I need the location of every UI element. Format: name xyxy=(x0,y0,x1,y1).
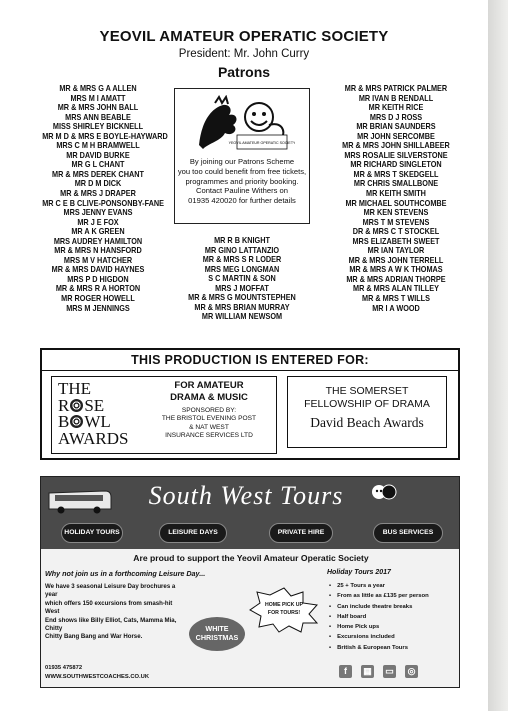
patron-name: S C MARTIN & SON xyxy=(208,274,276,284)
rose-bowl-details xyxy=(144,380,274,441)
patrons-middle-column xyxy=(180,236,304,322)
patron-name: MRS P D HIGDON xyxy=(67,274,129,284)
patron-name: MR D M DICK xyxy=(74,179,122,189)
holiday-item: • From as little as £135 per person xyxy=(329,591,459,601)
patron-name: MR G L CHANT xyxy=(71,160,125,170)
patron-name: MRS ROSALIE SILVERSTONE xyxy=(344,150,448,160)
white-christmas-graphic xyxy=(189,617,245,651)
sponsor-line: & NAT WEST xyxy=(189,423,229,431)
production-awards-box xyxy=(40,348,460,460)
description-line: which offers 150 excursions from smash-hit West xyxy=(45,599,173,616)
scheme-line: programmes and priority booking. xyxy=(185,176,299,186)
patron-name: MR R B KNIGHT xyxy=(214,236,270,245)
patron-name: MR & MRS J DRAPER xyxy=(60,189,136,199)
patron-name: DR & MRS C T STOCKEL xyxy=(352,227,440,237)
patron-name: MR & MRS T WILLS xyxy=(362,294,430,304)
holiday-item: • Excursions included xyxy=(329,632,459,642)
patron-name: MR & MRS ADRIAN THORPE xyxy=(346,274,446,284)
patrons-left-column xyxy=(36,84,168,313)
patron-name: MRS J MOFFAT xyxy=(215,283,269,293)
coach-app-icon[interactable]: ▭ xyxy=(383,665,396,678)
tour-pill-button[interactable]: HOLIDAY TOURS xyxy=(61,523,123,543)
patron-name: MR RICHARD SINGLETON xyxy=(350,160,442,170)
tour-pill-button[interactable]: PRIVATE HIRE xyxy=(269,523,333,543)
scheme-line: By joining our Patrons Scheme xyxy=(189,157,295,166)
rose-icon xyxy=(70,399,83,412)
patron-name: MR & MRS G A ALLEN xyxy=(59,84,137,93)
sponsor-line: SPONSORED BY: xyxy=(181,407,237,414)
leisure-day-prompt: Why not join us in a forthcoming Leisure Day... xyxy=(45,569,206,578)
patron-name: MR DAVID BURKE xyxy=(66,150,130,160)
society-crest-logo xyxy=(189,95,295,153)
scheme-line: 01935 420020 for further details xyxy=(188,196,296,206)
patron-name: MR KEITH RICE xyxy=(368,103,424,113)
patron-name: MR JOHN SERCOMBE xyxy=(357,131,435,141)
rose-logo-letter: R xyxy=(58,395,70,415)
holiday-item: • Half board xyxy=(329,612,459,622)
rose-logo-line: AWARDS xyxy=(58,428,129,448)
rose-bowl-logo xyxy=(58,381,144,447)
support-statement: Are proud to support the Yeovil Amateur Operatic Society xyxy=(133,553,369,563)
patron-name: MR & MRS R A HORTON xyxy=(55,284,141,294)
rose-logo-letter: B xyxy=(58,412,70,431)
patrons-heading: Patrons xyxy=(217,64,271,80)
fellowship-line: THE SOMERSET xyxy=(325,385,409,397)
social-media-icons xyxy=(339,665,439,679)
patron-name: MRS M V HATCHER xyxy=(63,255,133,265)
holiday-item: • 25 + Tours a year xyxy=(329,581,459,591)
xmas-line: CHRISTMAS xyxy=(195,633,239,642)
somerset-fellowship-panel xyxy=(287,376,447,448)
patron-name: MISS SHIRLEY BICKNELL xyxy=(52,122,144,132)
patron-name: MR IAN TAYLOR xyxy=(367,246,425,256)
patron-name: MR CHRIS SMALLBONE xyxy=(353,179,439,189)
facebook-icon[interactable]: f xyxy=(339,665,352,678)
patron-name: MRS M JENNINGS xyxy=(66,303,130,313)
patron-name: MRS M I AMATT xyxy=(70,93,126,103)
tour-pill-button[interactable]: BUS SERVICES xyxy=(373,523,443,543)
patron-name: MRS MEG LONGMAN xyxy=(204,264,280,274)
patron-name: MR & MRS JOHN TERRELL xyxy=(348,255,444,265)
patron-name: MR KEITH SMITH xyxy=(366,189,426,199)
scheme-line: Contact Pauline Withers on xyxy=(195,186,288,196)
rose-logo-line: THE xyxy=(58,379,92,398)
tour-pill-button[interactable]: LEISURE DAYS xyxy=(159,523,227,543)
patron-name: MR A K GREEN xyxy=(71,227,125,237)
patron-name: MR C E B CLIVE-PONSONBY-FANE xyxy=(42,198,165,208)
patron-name: MR & MRS G MOUNTSTEPHEN xyxy=(188,293,296,303)
patron-name: MR & MRS JOHN BALL xyxy=(57,103,139,113)
pickup-text xyxy=(249,601,319,617)
theatre-masks-icon xyxy=(371,483,397,501)
description-line: We have 3 seasonal Leisure Day brochures a year xyxy=(45,583,176,599)
pickup-line: FOR TOURS! xyxy=(267,610,301,616)
patron-name: MR I A WOOD xyxy=(372,303,420,313)
patron-name: MRS D J ROSS xyxy=(369,112,423,122)
patron-name: MR & MRS DAVID HAYNES xyxy=(51,265,145,275)
patron-name: MR GINO LATTANZIO xyxy=(204,245,280,255)
sponsor-line: INSURANCE SERVICES LTD xyxy=(165,432,253,440)
patron-name: MR & MRS BRIAN MURRAY xyxy=(194,302,290,312)
patron-name: MRS C M H BRAMWELL xyxy=(56,141,140,151)
holiday-item: • British & European Tours xyxy=(329,643,459,653)
patron-name: MR & MRS ALAN TILLEY xyxy=(353,284,439,294)
holiday-item: • Can include theatre breaks xyxy=(329,602,459,612)
patron-name: MR & MRS JOHN SHILLABEER xyxy=(342,141,450,151)
holiday-tours-heading: Holiday Tours 2017 xyxy=(327,569,391,576)
description-line: End shows like Billy Elliot, Cats, Mamma Mia, Chitty xyxy=(45,616,177,633)
crest-caption: YEOVIL AMATEUR OPERATIC SOCIETY xyxy=(228,141,295,145)
patron-name: MR IVAN B RENDALL xyxy=(358,93,434,103)
patron-name: MR J E FOX xyxy=(77,217,119,227)
patron-name: MR M D & MRS E BOYLE-HAYWARD xyxy=(42,131,168,141)
patron-name: MR BRIAN SAUNDERS xyxy=(356,122,436,132)
patron-name: MRS ELIZABETH SWEET xyxy=(352,236,440,246)
patron-name: MR & MRS A W K THOMAS xyxy=(349,265,443,275)
patron-name: MR MICHAEL SOUTHCOMBE xyxy=(345,198,447,208)
rose-category-line: DRAMA & MUSIC xyxy=(170,392,248,403)
leisure-day-description xyxy=(45,583,185,642)
qr-code-icon[interactable]: ▦ xyxy=(361,665,374,678)
pickup-line: HOME PICK UP xyxy=(264,602,304,608)
patron-name: MR & MRS PATRICK PALMER xyxy=(344,84,448,93)
rose-sponsor-text xyxy=(144,407,274,441)
rose-bowl-awards-panel xyxy=(51,376,277,454)
patron-name: MR & MRS S R LODER xyxy=(202,255,282,265)
fellowship-line: FELLOWSHIP OF DRAMA xyxy=(304,398,430,410)
rose-category-line: FOR AMATEUR xyxy=(174,380,244,391)
patrons-scheme-box xyxy=(174,88,310,224)
patrons-right-column xyxy=(328,84,464,313)
patron-name: MR WILLIAM NEWSOM xyxy=(201,312,283,322)
instagram-icon[interactable]: ◎ xyxy=(405,665,418,678)
patron-name: MRS AUDREY HAMILTON xyxy=(53,236,143,246)
patron-name: MR & MRS N HANSFORD xyxy=(54,246,142,256)
tours-website-link[interactable]: WWW.SOUTHWESTCOACHES.CO.UK xyxy=(45,674,150,680)
tours-banner xyxy=(41,477,460,549)
description-line: Chitty Bang Bang and War Horse. xyxy=(45,633,143,641)
society-title: YEOVIL AMATEUR OPERATIC SOCIETY xyxy=(99,28,389,45)
patron-name: MR ROGER HOWELL xyxy=(61,294,135,304)
coach-icon xyxy=(47,487,113,515)
holiday-item: • Home Pick ups xyxy=(329,622,459,632)
fellowship-award-name: David Beach Awards xyxy=(310,415,424,430)
scheme-description xyxy=(177,157,307,206)
patron-name: MRS JENNY EVANS xyxy=(63,208,133,218)
tours-title: South West Tours xyxy=(148,481,344,510)
xmas-line: WHITE xyxy=(205,624,229,633)
tour-category-pills xyxy=(41,523,460,543)
rose-logo-letter: SE xyxy=(84,395,105,415)
patron-name: MR KEN STEVENS xyxy=(363,208,429,218)
heading-divider xyxy=(42,370,458,371)
page-edge-shadow xyxy=(488,0,508,711)
south-west-tours-advert xyxy=(40,476,460,688)
president-line: President: Mr. John Curry xyxy=(178,48,310,60)
scheme-line: you too could benefit from free tickets, xyxy=(177,166,307,176)
holiday-tours-list xyxy=(329,581,459,653)
patron-name: MR & MRS DEREK CHANT xyxy=(52,169,144,179)
patron-name: MR & MRS T SKEDGELL xyxy=(353,169,439,179)
rose-logo-letter: WL xyxy=(84,412,111,431)
rose-icon xyxy=(70,415,83,428)
patron-name: MRS T M STEVENS xyxy=(362,217,430,227)
patron-name: MRS ANN BEABLE xyxy=(65,112,131,122)
tours-phone: 01935 475872 xyxy=(45,665,83,671)
sponsor-line: THE BRISTOL EVENING POST xyxy=(161,415,257,423)
production-heading: THIS PRODUCTION IS ENTERED FOR: xyxy=(131,353,369,367)
